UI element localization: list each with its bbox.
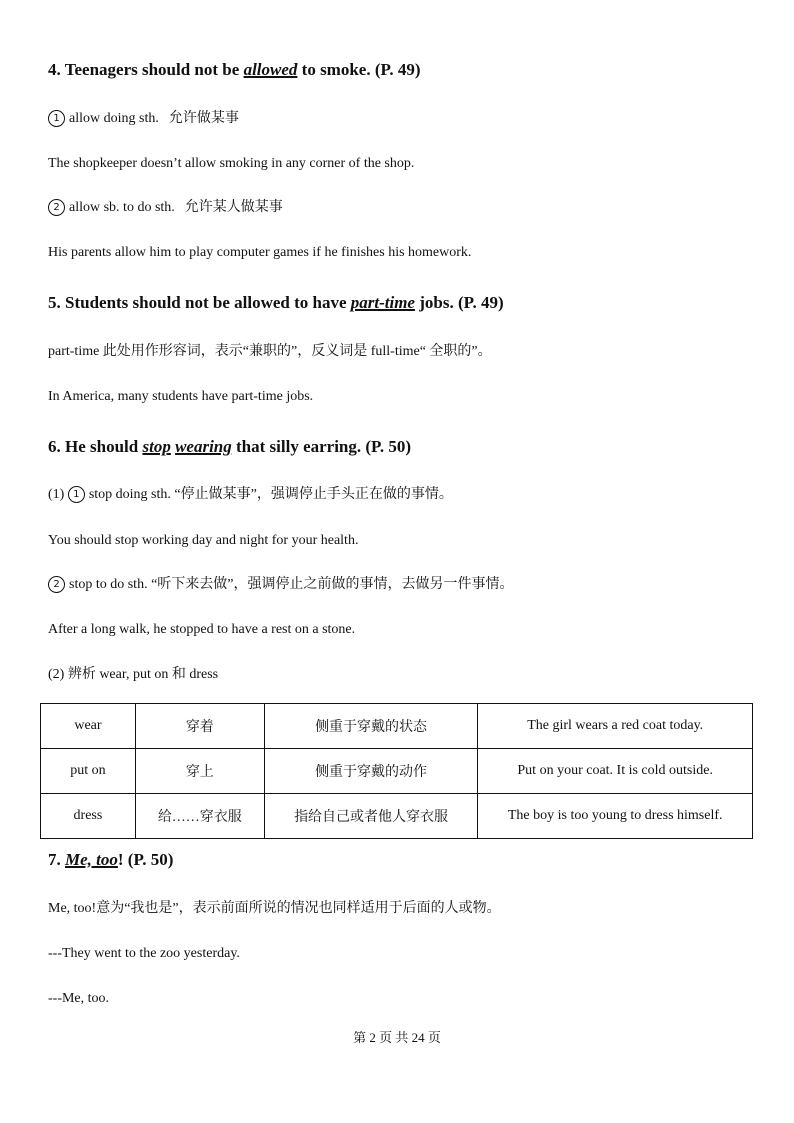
usage-meaning: 允许某人做某事 xyxy=(184,200,283,215)
keyword: part-time xyxy=(350,293,415,312)
circled-number-icon: 2 xyxy=(48,576,65,593)
usage-item-1 xyxy=(48,110,239,128)
table-cell: Put on your coat. It is cold outside. xyxy=(478,749,753,794)
table-row xyxy=(41,794,753,839)
example-sentence: His parents allow him to play computer games if he finishes his homework. xyxy=(48,245,472,260)
table-cell: 穿上 xyxy=(135,749,264,794)
usage-phrase: allow doing sth. xyxy=(69,111,159,126)
table-cell: wear xyxy=(41,704,136,749)
section-number: 5. xyxy=(48,293,61,312)
table-cell: put on xyxy=(41,749,136,794)
usage-item-2 xyxy=(48,199,283,217)
usage-meaning: 允许做某事 xyxy=(168,111,239,126)
table-row xyxy=(41,704,753,749)
section-number: 6. xyxy=(48,437,61,456)
usage-item-1 xyxy=(48,486,453,504)
table-cell: 给……穿衣服 xyxy=(135,794,264,839)
table-cell: The girl wears a red coat today. xyxy=(478,704,753,749)
usage-explanation: stop doing sth. “停止做某事”，强调停止手头正在做的事情。 xyxy=(88,487,453,502)
heading-text: He should xyxy=(65,437,139,456)
heading-text: Students should not be allowed to have xyxy=(65,293,347,312)
table-cell: 侧重于穿戴的状态 xyxy=(264,704,478,749)
section-7-heading xyxy=(48,849,173,871)
keyword: wearing xyxy=(175,437,232,456)
heading-text: ! (P. 50) xyxy=(117,850,174,869)
keyword: Me, too xyxy=(65,850,118,869)
usage-explanation: stop to do sth. “听下来去做”，强调停止之前做的事情，去做另一件事情。 xyxy=(69,577,514,592)
page-footer: 第 2 页 共 24 页 xyxy=(353,1030,441,1045)
dialogue-line: ---Me, too. xyxy=(48,991,110,1006)
point-label: (1) xyxy=(48,487,65,502)
explanation-note: Me, too!意为“我也是”，表示前面所说的情况也同样适用于后面的人或物。 xyxy=(48,901,501,916)
table-cell: 侧重于穿戴的动作 xyxy=(264,749,478,794)
section-number: 7. xyxy=(48,850,61,869)
section-number: 4. xyxy=(48,60,61,79)
table-row xyxy=(41,749,753,794)
table-cell: 指给自己或者他人穿衣服 xyxy=(264,794,478,839)
comparison-intro: (2) 辨析 wear, put on 和 dress xyxy=(48,667,219,682)
dialogue-line: ---They went to the zoo yesterday. xyxy=(48,946,240,961)
comparison-table xyxy=(40,703,753,839)
table-cell: The boy is too young to dress himself. xyxy=(478,794,753,839)
heading-text: Teenagers should not be xyxy=(64,60,240,79)
table-cell: 穿着 xyxy=(135,704,264,749)
heading-text: jobs. (P. 49) xyxy=(419,293,504,312)
example-sentence: The shopkeeper doesn’t allow smoking in any corner of the shop. xyxy=(48,156,415,171)
table-cell: dress xyxy=(41,794,136,839)
circled-number-icon: 2 xyxy=(48,199,65,216)
example-sentence: In America, many students have part-time jobs. xyxy=(48,389,314,404)
section-5-heading xyxy=(48,292,504,314)
usage-phrase: allow sb. to do sth. xyxy=(69,200,175,215)
explanation-note: part-time 此处用作形容词，表示“兼职的”，反义词是 full-time“ 全职的”。 xyxy=(48,344,492,359)
circled-number-icon: 1 xyxy=(48,110,65,127)
keyword: allowed xyxy=(243,60,298,79)
example-sentence: You should stop working day and night for your health. xyxy=(48,533,359,548)
section-6-heading xyxy=(48,436,411,458)
circled-number-icon: 1 xyxy=(68,486,85,503)
heading-text: to smoke. (P. 49) xyxy=(301,60,421,79)
example-sentence: After a long walk, he stopped to have a rest on a stone. xyxy=(48,622,356,637)
usage-item-2 xyxy=(48,576,514,594)
keyword: stop xyxy=(142,437,171,456)
section-4-heading xyxy=(48,59,421,81)
heading-text: that silly earring. (P. 50) xyxy=(236,437,412,456)
